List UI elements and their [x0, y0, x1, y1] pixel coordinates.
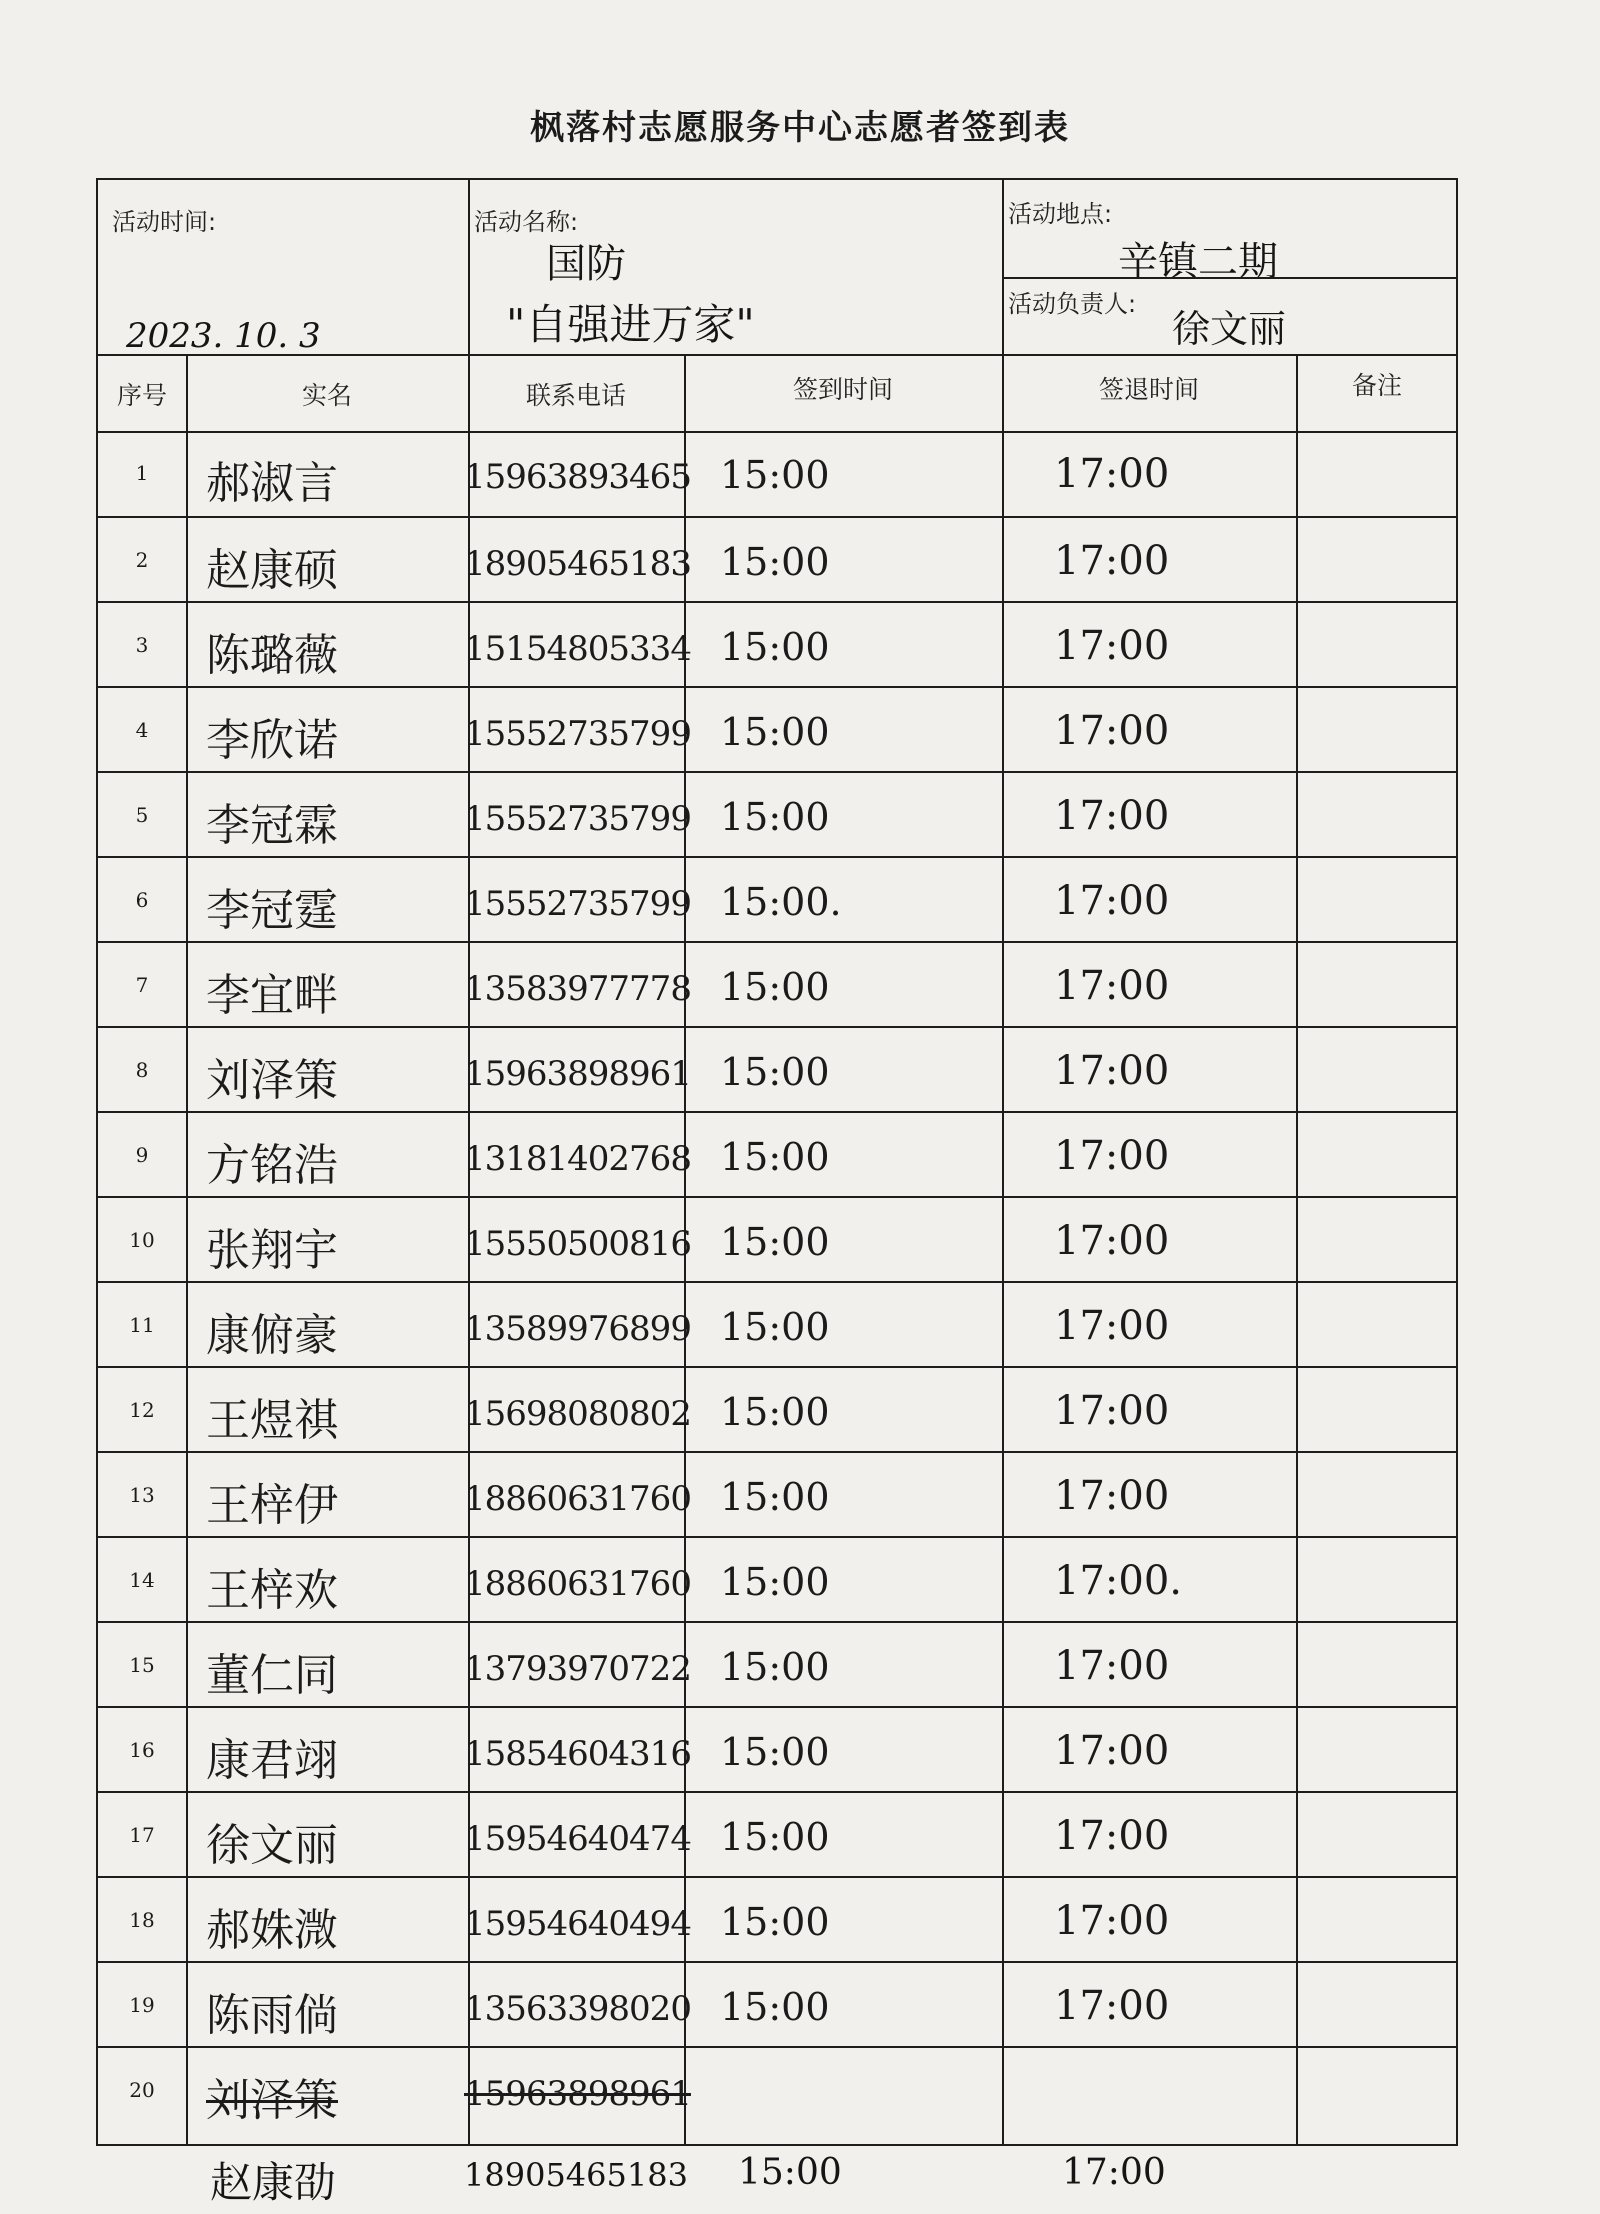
row-checkout: 17:00: [1054, 451, 1170, 497]
row-checkout: 17:00: [1054, 1983, 1170, 2029]
row-number: 3: [135, 633, 149, 657]
row-number: 2: [135, 548, 149, 572]
row-phone: 18905465183: [464, 544, 691, 584]
row-checkin: 15:00: [720, 1900, 830, 1944]
row-name: 赵康硕: [206, 545, 338, 596]
row-checkout: 17:00: [1054, 878, 1170, 924]
row-name: 李冠霖: [206, 800, 338, 851]
row-checkin: 15:00: [720, 710, 830, 754]
col-header-name: 实名: [301, 381, 352, 410]
table-row: [98, 1791, 1456, 1878]
row-phone: 15954640494: [464, 1904, 691, 1944]
row-number: 1: [135, 461, 149, 485]
col-header-seq: 序号: [116, 381, 167, 410]
activity-name-line2: "自强进万家": [506, 300, 755, 349]
row-name: 陈璐薇: [206, 630, 338, 681]
row-checkin: 15:00.: [720, 880, 842, 924]
row-checkin: 15:00: [720, 1305, 830, 1349]
row-number: 11: [129, 1313, 155, 1337]
table-row: [98, 771, 1456, 858]
activity-name-label: 活动名称:: [474, 208, 579, 236]
row-name: 陈雨倘: [206, 1990, 338, 2041]
row-name: 刘泽策: [206, 2075, 338, 2126]
table-row: [98, 431, 1456, 516]
table-row: [98, 1366, 1456, 1453]
place-leader-divider: [1002, 277, 1456, 279]
row-number: 9: [135, 1143, 149, 1167]
table-row: [98, 516, 1456, 603]
row-checkout: 17:00: [1054, 623, 1170, 669]
activity-place-value: 辛镇二期: [1118, 239, 1278, 285]
table-row: [98, 601, 1456, 688]
row-number: 14: [129, 1568, 155, 1592]
row-number: 7: [135, 973, 149, 997]
row-number: 4: [135, 718, 149, 742]
row-phone: 15552735799: [464, 799, 691, 839]
row-checkout: 17:00: [1054, 1218, 1170, 1264]
row-number: 12: [129, 1398, 155, 1422]
row-checkout: 17:00: [1054, 793, 1170, 839]
row-number: 16: [129, 1738, 155, 1762]
table-row: [98, 941, 1456, 1028]
row-phone: 18860631760: [464, 1564, 691, 1604]
activity-leader-value: 徐文丽: [1172, 307, 1287, 351]
row-checkin: 15:00: [720, 1390, 830, 1434]
row-number: 15: [129, 1653, 155, 1677]
row-checkout: 17:00: [1054, 1133, 1170, 1179]
activity-leader-label: 活动负责人:: [1008, 290, 1137, 318]
table-row: [98, 686, 1456, 773]
extra-row-checkout: 17:00: [1062, 2152, 1166, 2193]
row-checkin: 15:00: [720, 1475, 830, 1519]
table-row: [98, 1196, 1456, 1283]
row-checkout: 17:00: [1054, 1813, 1170, 1859]
signin-sheet: [96, 178, 1458, 2146]
row-checkout: 17:00.: [1054, 1558, 1182, 1604]
row-name: 徐文丽: [206, 1820, 338, 1871]
row-phone: 13793970722: [464, 1649, 691, 1689]
col-header-remark: 备注: [1351, 371, 1402, 400]
table-row: [98, 1961, 1456, 2048]
row-phone: 13563398020: [464, 1989, 691, 2029]
row-number: 17: [129, 1823, 155, 1847]
row-number: 8: [135, 1058, 149, 1082]
row-checkin: 15:00: [720, 453, 830, 497]
extra-row-checkin: 15:00: [738, 2152, 842, 2193]
row-checkin: 15:00: [720, 1730, 830, 1774]
table-row: [98, 1281, 1456, 1368]
row-phone: 15552735799: [464, 714, 691, 754]
table-row: [98, 1536, 1456, 1623]
row-name: 李欣诺: [206, 715, 338, 766]
row-number: 18: [129, 1908, 155, 1932]
row-checkout: 17:00: [1054, 1728, 1170, 1774]
row-number: 5: [135, 803, 149, 827]
row-phone: 15954640474: [464, 1819, 691, 1859]
row-name: 王梓欢: [206, 1565, 338, 1616]
row-number: 10: [129, 1228, 155, 1252]
activity-place-label: 活动地点:: [1008, 200, 1113, 228]
row-number: 19: [129, 1993, 155, 2017]
row-name: 董仁同: [206, 1650, 338, 1701]
row-checkout: 17:00: [1054, 538, 1170, 584]
table-row: [98, 856, 1456, 943]
extra-row: [0, 2150, 1600, 2214]
row-checkin: 15:00: [720, 1985, 830, 2029]
table-row: [98, 1111, 1456, 1198]
row-name: 王煜祺: [206, 1395, 338, 1446]
row-phone: 15154805334: [464, 629, 691, 669]
row-name: 刘泽策: [206, 1055, 338, 1106]
row-checkin: 15:00: [720, 1815, 830, 1859]
row-phone: 13181402768: [464, 1139, 691, 1179]
row-checkout: 17:00: [1054, 1898, 1170, 1944]
row-checkout: 17:00: [1054, 1388, 1170, 1434]
row-name: 王梓伊: [206, 1480, 338, 1531]
row-checkin: 15:00: [720, 1645, 830, 1689]
row-phone: 15963893465: [464, 457, 691, 497]
row-name: 康君翊: [206, 1735, 338, 1786]
row-phone: 15550500816: [464, 1224, 691, 1264]
row-checkout: 17:00: [1054, 708, 1170, 754]
row-phone: 15552735799: [464, 884, 691, 924]
table-row: [98, 1026, 1456, 1113]
row-checkin: 15:00: [720, 795, 830, 839]
row-checkin: 15:00: [720, 965, 830, 1009]
extra-row-name: 赵康劭: [210, 2158, 337, 2207]
row-phone: 18860631760: [464, 1479, 691, 1519]
signin-rows: [98, 431, 1456, 2144]
row-name: 郝淑言: [206, 458, 338, 509]
row-checkout: 17:00: [1054, 1473, 1170, 1519]
page-title: 枫落村志愿服务中心志愿者签到表: [530, 108, 1070, 148]
col-header-checkin: 签到时间: [792, 375, 893, 404]
activity-time-value: 2023. 10. 3: [126, 316, 321, 356]
row-phone: 13583977778: [464, 969, 691, 1009]
row-phone: 13589976899: [464, 1309, 691, 1349]
row-name: 李冠霆: [206, 885, 338, 936]
row-checkin: 15:00: [720, 1135, 830, 1179]
table-row: [98, 2046, 1456, 2133]
extra-row-phone: 18905465183: [464, 2156, 688, 2194]
row-checkout: 17:00: [1054, 1048, 1170, 1094]
row-phone: 15854604316: [464, 1734, 691, 1774]
row-checkin: 15:00: [720, 540, 830, 584]
col-header-checkout: 签退时间: [1098, 375, 1199, 404]
row-number: 6: [135, 888, 149, 912]
row-name: 郝姝溦: [206, 1905, 338, 1956]
table-row: [98, 1876, 1456, 1963]
row-name: 康俯豪: [206, 1310, 338, 1361]
row-checkin: 15:00: [720, 1220, 830, 1264]
row-checkin: 15:00: [720, 625, 830, 669]
row-number: 20: [129, 2078, 155, 2102]
col-header-phone: 联系电话: [525, 381, 626, 410]
row-phone: 15963898961: [464, 2074, 691, 2114]
table-row: [98, 1451, 1456, 1538]
table-row: [98, 1706, 1456, 1793]
row-checkin: 15:00: [720, 1050, 830, 1094]
row-checkout: 17:00: [1054, 963, 1170, 1009]
header-divider-top: [98, 354, 1456, 356]
row-name: 张翔宇: [206, 1225, 338, 1276]
row-checkout: 17:00: [1054, 1643, 1170, 1689]
activity-time-label: 活动时间:: [112, 208, 217, 236]
row-checkin: 15:00: [720, 1560, 830, 1604]
row-name: 方铭浩: [206, 1140, 338, 1191]
row-phone: 15698080802: [464, 1394, 691, 1434]
table-row: [98, 1621, 1456, 1708]
activity-name-line1: 国防: [546, 241, 626, 287]
row-phone: 15963898961: [464, 1054, 691, 1094]
row-number: 13: [129, 1483, 155, 1507]
row-name: 李宜畔: [206, 970, 338, 1021]
row-checkout: 17:00: [1054, 1303, 1170, 1349]
